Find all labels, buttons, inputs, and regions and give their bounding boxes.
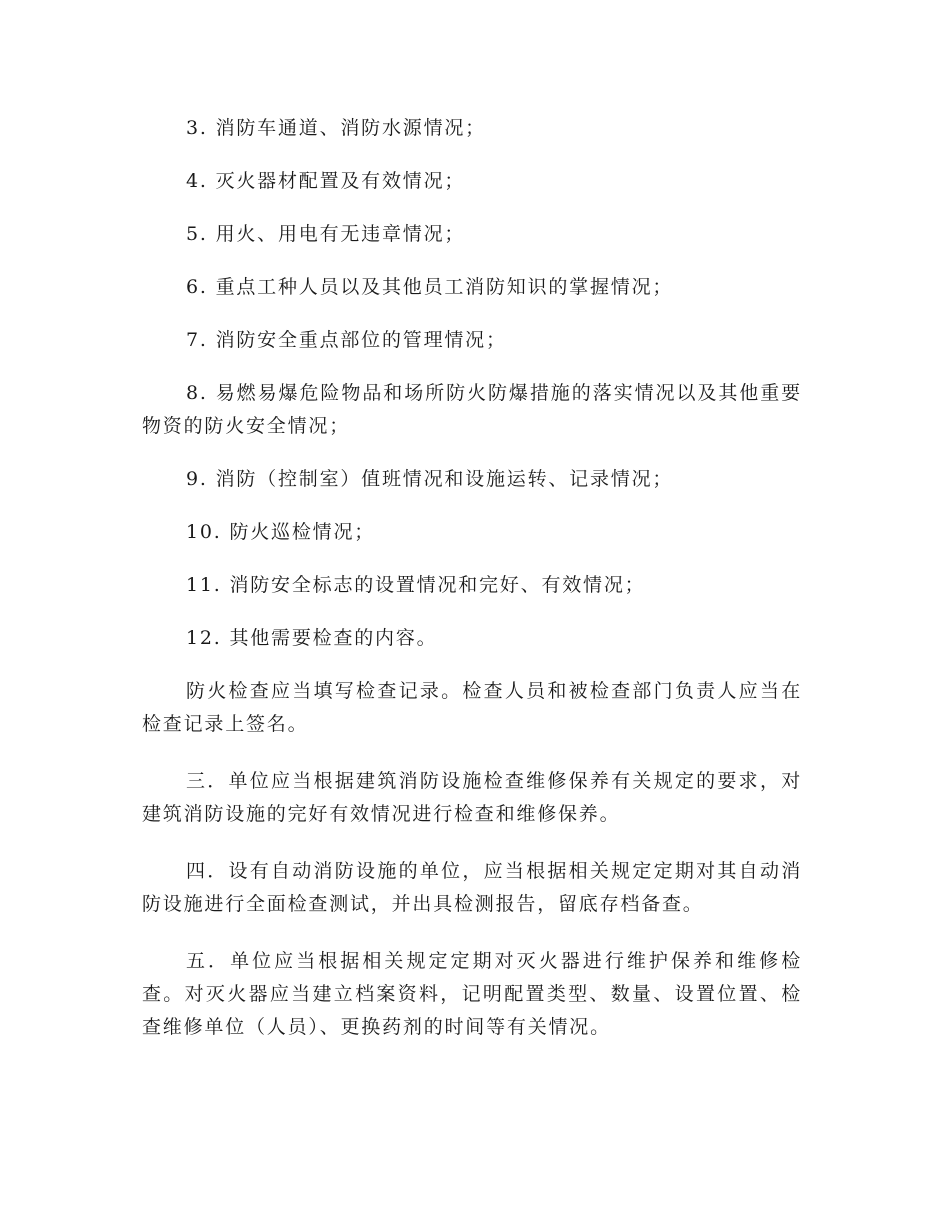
list-item-12: 12. 其他需要检查的内容。: [186, 627, 438, 649]
list-item-7: 7. 消防安全重点部位的管理情况；: [186, 329, 507, 351]
inspection-record-paragraph: 防火检查应当填写检查记录。检查人员和被检查部门负责人应当在检查记录上签名。: [142, 680, 802, 735]
list-item-4: 4. 灭火器材配置及有效情况；: [186, 170, 466, 192]
list-item-10: 10. 防火巡检情况；: [186, 521, 376, 543]
list-item-5: 5. 用火、用电有无违章情况；: [186, 223, 466, 245]
list-item-11: 11. 消防安全标志的设置情况和完好、有效情况；: [186, 574, 646, 596]
list-item-6: 6. 重点工种人员以及其他员工消防知识的掌握情况；: [186, 276, 674, 298]
list-item-9: 9. 消防（控制室）值班情况和设施运转、记录情况；: [186, 468, 674, 490]
section-three-paragraph: 三．单位应当根据建筑消防设施检查维修保养有关规定的要求，对建筑消防设施的完好有效情况进行检查和维修保养。: [142, 770, 802, 825]
section-four-paragraph: 四．设有自动消防设施的单位，应当根据相关规定定期对其自动消防设施进行全面检查测试，并出具检测报告，留底存档备查。: [142, 860, 802, 915]
list-item-8: 8. 易燃易爆危险物品和场所防火防爆措施的落实情况以及其他重要物资的防火安全情况；: [142, 382, 802, 437]
section-five-paragraph: 五．单位应当根据相关规定定期对灭火器进行维护保养和维修检查。对灭火器应当建立档案资料，记明配置类型、数量、设置位置、检查维修单位（人员）、更换药剂的时间等有关情况。: [142, 950, 802, 1038]
document-body: [142, 112, 802, 1068]
list-item-3: 3. 消防车通道、消防水源情况；: [186, 117, 486, 139]
